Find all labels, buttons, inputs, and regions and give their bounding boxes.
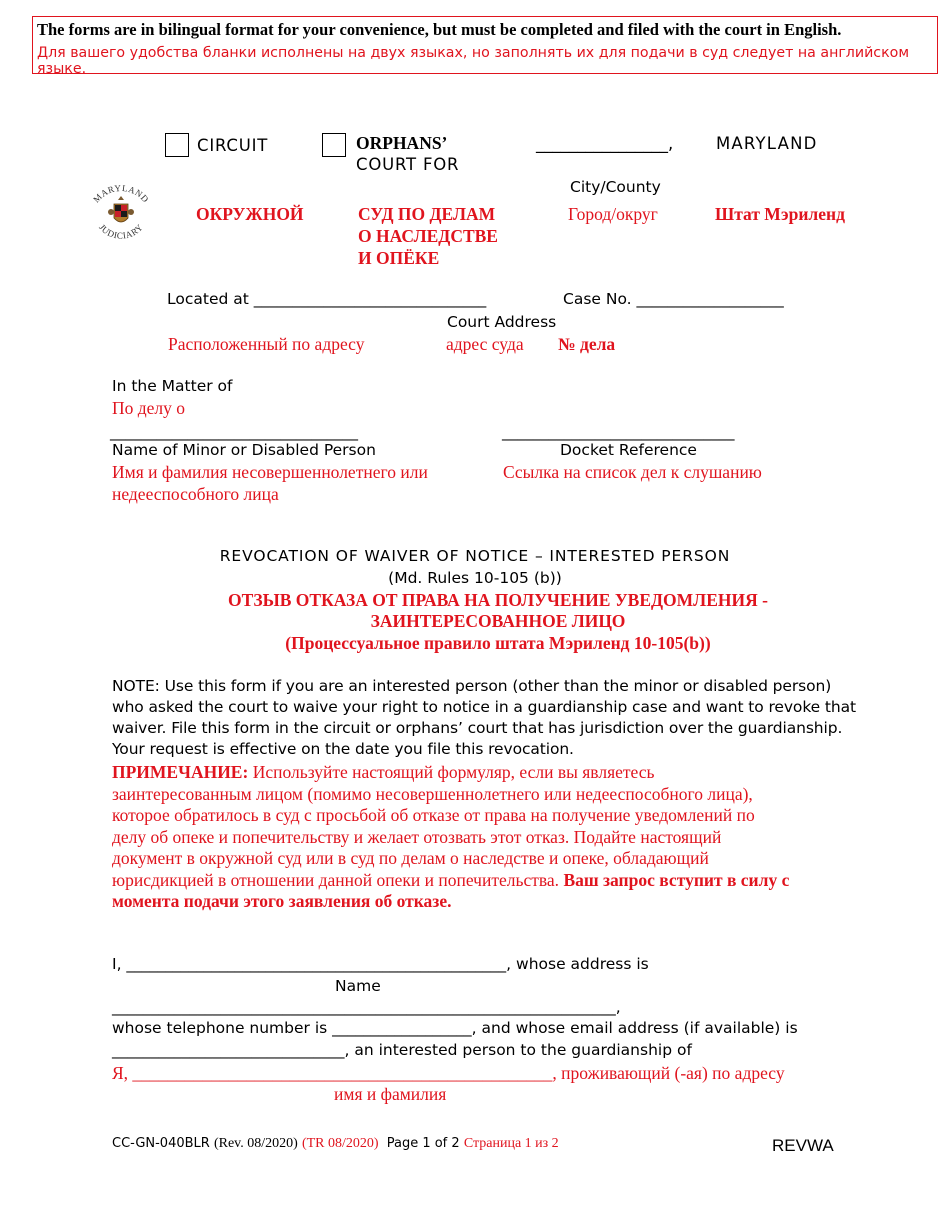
form-title-ru-1: ОТЗЫВ ОТКАЗА ОТ ПРАВА НА ПОЛУЧЕНИЕ УВЕДОМЛЕНИЯ - — [228, 590, 768, 610]
seal-top-text: MARYLAND — [91, 182, 151, 205]
note-ru-effective-2: момента подачи этого заявления об отказе. — [112, 891, 452, 911]
banner-english-text: The forms are in bilingual format for your convenience, but must be completed and filed with the court in English. — [37, 20, 842, 39]
note-ru-line-5: документ в окружной суд или в суд по делам о наследстве и опеке, обладающий — [112, 848, 709, 868]
note-ru-line-1 — [112, 762, 655, 783]
note-line-2: who asked the court to waive your right to notice in a guardianship case and want to revoke that — [112, 698, 856, 716]
note-ru-text-1: Используйте настоящий формуляр, если вы являетесь — [252, 762, 655, 782]
note-ru-line-6 — [112, 870, 789, 891]
in-the-matter-label-ru: По делу о — [112, 398, 186, 418]
in-the-matter-label: In the Matter of — [112, 377, 233, 395]
declarant-email-field[interactable]: ______________________________, an interested person to the guardianship of — [112, 1041, 692, 1059]
case-number-label-ru: № дела — [558, 334, 616, 354]
maryland-judiciary-seal-logo — [84, 182, 158, 252]
note-ru-line-4: делу об опеке и попечительству и желает отозвать этот отказ. Подайте настоящий — [112, 827, 722, 847]
banner-russian-text: Для вашего удобства бланки исполнены на двух языках, но заполнять их для подачи в суд следует на английском языке. — [37, 45, 910, 77]
circuit-label: CIRCUIT — [197, 136, 269, 155]
footer-form-code: REVWA — [772, 1136, 834, 1155]
footer-form-info — [112, 1136, 559, 1152]
minor-name-label-ru-2: недееспособного лица — [112, 484, 279, 504]
located-at-field[interactable]: Located at ______________________________ — [167, 290, 487, 308]
minor-name-label: Name of Minor or Disabled Person — [112, 441, 376, 459]
footer-revision: (Rev. 08/2020) — [213, 1136, 298, 1151]
seal-crest-icon — [108, 196, 134, 222]
note-line-3: waiver. File this form in the circuit or orphans’ court that has jurisdiction over the guardianship. — [112, 719, 843, 737]
declarant-name-label-ru: имя и фамилия — [334, 1084, 447, 1104]
case-number-field[interactable]: Case No. ___________________ — [563, 290, 784, 308]
note-ru-effective-1: Ваш запрос вступит в силу с — [563, 870, 790, 890]
declarant-name-label: Name — [335, 977, 381, 995]
docket-reference-field[interactable]: ______________________________ — [502, 423, 735, 441]
orphans-checkbox[interactable] — [322, 133, 346, 157]
state-label: MARYLAND — [716, 134, 818, 153]
seal-bottom-text: JUDICIARY — [97, 222, 145, 241]
footer-page: Page 1 of 2 — [386, 1136, 460, 1151]
note-ru-line-3: которое обратилось в суд с просьбой об отказе от права на получение уведомлений по — [112, 805, 755, 825]
circuit-checkbox[interactable] — [165, 133, 189, 157]
orphans-label-ru-1: СУД ПО ДЕЛАМ — [358, 204, 496, 224]
court-for-label: COURT FOR — [356, 155, 460, 174]
city-county-blank[interactable]: ________________, — [536, 134, 674, 153]
minor-name-label-ru-1: Имя и фамилия несовершеннолетнего или — [112, 462, 428, 482]
footer-translation-revision: (TR 08/2020) — [301, 1136, 379, 1151]
footer-form-id: CC-GN-040BLR — [112, 1136, 210, 1151]
svg-text:JUDICIARY — [97, 222, 145, 241]
declarant-name-field-ru: Я, ________________________________________________, проживающий (-ая) по адресу — [112, 1063, 785, 1083]
orphans-label-ru-2: О НАСЛЕДСТВЕ — [358, 226, 498, 246]
city-county-label: City/County — [570, 178, 661, 196]
orphans-label: ORPHANS’ — [356, 133, 448, 153]
court-address-label: Court Address — [447, 313, 557, 331]
circuit-label-ru: ОКРУЖНОЙ — [196, 204, 304, 224]
located-at-label-ru: Расположенный по адресу — [168, 334, 365, 354]
note-line-4: Your request is effective on the date you file this revocation. — [112, 740, 574, 758]
city-county-label-ru: Город/округ — [568, 204, 658, 224]
form-rule-reference: (Md. Rules 10-105 (b)) — [388, 569, 562, 587]
svg-text:MARYLAND — [91, 183, 151, 205]
form-title-ru-2: ЗАИНТЕРЕСОВАННОЕ ЛИЦО — [370, 611, 626, 631]
declarant-address-field[interactable]: _________________________________________________________________, — [112, 998, 621, 1016]
declarant-phone-email-field[interactable]: whose telephone number is __________________, and whose email address (if available) is — [112, 1019, 798, 1037]
form-title: REVOCATION OF WAIVER OF NOTICE – INTERESTED PERSON — [219, 547, 731, 565]
docket-reference-label: Docket Reference — [560, 441, 697, 459]
declarant-name-field[interactable]: I, _________________________________________________, whose address is — [112, 955, 649, 973]
note-ru-label: ПРИМЕЧАНИЕ: — [112, 762, 249, 782]
note-line-1: NOTE: Use this form if you are an interested person (other than the minor or disabled person) — [112, 677, 832, 695]
docket-reference-label-ru: Ссылка на список дел к слушанию — [503, 462, 762, 482]
note-ru-text-6: юрисдикцией в отношении данной опеки и попечительства. — [112, 870, 560, 890]
bilingual-notice-banner — [32, 16, 938, 77]
form-rule-reference-ru: (Процессуальное правило штата Мэриленд 10-105(b)) — [285, 633, 711, 653]
footer-page-ru: Страница 1 из 2 — [463, 1136, 559, 1151]
minor-name-field[interactable]: ________________________________ — [110, 423, 358, 441]
orphans-label-ru-3: И ОПЁКЕ — [358, 248, 440, 268]
note-ru-line-2: заинтересованным лицом (помимо несовершеннолетнего или недееспособного лица), — [112, 784, 753, 804]
state-label-ru: Штат Мэриленд — [715, 204, 845, 224]
court-address-label-ru: адрес суда — [446, 334, 524, 354]
